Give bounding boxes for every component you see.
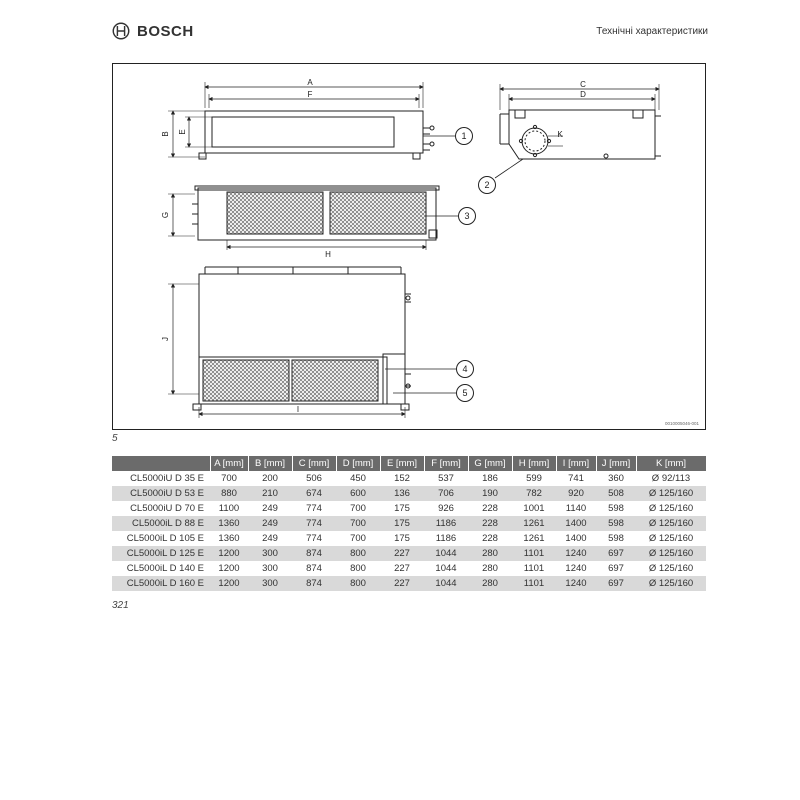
dim-label-i: I [296, 405, 300, 414]
dimension-cell: 175 [380, 501, 424, 516]
dimension-cell: 228 [468, 516, 512, 531]
dimension-cell: 697 [596, 561, 636, 576]
dimension-cell: 1400 [556, 531, 596, 546]
bosch-armature-icon [112, 22, 130, 40]
table-row [112, 501, 706, 516]
dimension-cell: 874 [292, 546, 336, 561]
model-name-cell: CL5000iU D 35 E [112, 471, 210, 486]
dimension-cell: 926 [424, 501, 468, 516]
section-title: Технічні характеристики [596, 26, 708, 37]
model-name-cell: CL5000iL D 125 E [112, 546, 210, 561]
dimension-cell: 506 [292, 471, 336, 486]
dimension-cell: 880 [210, 486, 248, 501]
header-cell: J [mm] [596, 456, 636, 471]
dimension-cell: Ø 125/160 [636, 561, 706, 576]
callout-5: 5 [462, 388, 468, 398]
callout-1: 1 [461, 131, 467, 141]
header-cell: A [mm] [210, 456, 248, 471]
dimension-cell: 1101 [512, 546, 556, 561]
table-row [112, 576, 706, 591]
dimension-cell: 700 [336, 531, 380, 546]
dimension-cell: 537 [424, 471, 468, 486]
dimension-cell: 774 [292, 501, 336, 516]
dimension-cell: 228 [468, 501, 512, 516]
header-cell: E [mm] [380, 456, 424, 471]
dimension-cell: 280 [468, 561, 512, 576]
table-row [112, 486, 706, 501]
dimension-cell: 300 [248, 546, 292, 561]
dimension-cell: 1240 [556, 546, 596, 561]
table-row [112, 516, 706, 531]
dimension-cell: 210 [248, 486, 292, 501]
dim-label-k: K [557, 130, 563, 139]
dimension-cell: 598 [596, 516, 636, 531]
header-cell [112, 456, 210, 471]
dimension-cell: 700 [336, 516, 380, 531]
dim-label-f: F [307, 90, 313, 99]
dimension-cell: 697 [596, 576, 636, 591]
dimension-cell: 1240 [556, 561, 596, 576]
dimension-cell: 1140 [556, 501, 596, 516]
dimension-cell: 200 [248, 471, 292, 486]
dimension-cell: 920 [556, 486, 596, 501]
dimension-cell: 227 [380, 576, 424, 591]
dimension-cell: 508 [596, 486, 636, 501]
dimension-cell: 800 [336, 576, 380, 591]
dimension-cell: 874 [292, 576, 336, 591]
dim-label-e: E [178, 129, 187, 135]
dimension-cell: Ø 125/160 [636, 486, 706, 501]
dimension-drawing-svg [113, 64, 707, 431]
dimension-cell: 598 [596, 501, 636, 516]
dim-label-a: A [307, 78, 313, 87]
brand-name: BOSCH [137, 22, 194, 40]
dimension-cell: 152 [380, 471, 424, 486]
bottom-view [168, 186, 439, 250]
dimension-cell: Ø 125/160 [636, 531, 706, 546]
dimension-cell: 300 [248, 576, 292, 591]
dimension-cell: Ø 92/113 [636, 471, 706, 486]
front-view [168, 82, 434, 159]
table-row [112, 546, 706, 561]
dimension-cell: 1200 [210, 546, 248, 561]
header-cell: D [mm] [336, 456, 380, 471]
dimension-cell: 1101 [512, 576, 556, 591]
table-row [112, 471, 706, 486]
dimension-cell: 599 [512, 471, 556, 486]
dimension-cell: 706 [424, 486, 468, 501]
model-name-cell: CL5000iU D 53 E [112, 486, 210, 501]
page-header [112, 20, 708, 46]
dimension-cell: 249 [248, 501, 292, 516]
dimension-cell: 1044 [424, 576, 468, 591]
dimension-cell: 800 [336, 561, 380, 576]
model-name-cell: CL5000iL D 140 E [112, 561, 210, 576]
model-name-cell: CL5000iL D 160 E [112, 576, 210, 591]
dimension-cell: 800 [336, 546, 380, 561]
dimension-cell: Ø 125/160 [636, 501, 706, 516]
header-cell: H [mm] [512, 456, 556, 471]
dimension-cell: 600 [336, 486, 380, 501]
table-header-row [112, 456, 706, 471]
dimension-cell: 227 [380, 546, 424, 561]
dimension-cell: 1261 [512, 531, 556, 546]
dimension-cell: 1100 [210, 501, 248, 516]
dimension-cell: 674 [292, 486, 336, 501]
header-cell: G [mm] [468, 456, 512, 471]
dimension-cell: 741 [556, 471, 596, 486]
dim-label-h: H [325, 250, 331, 259]
dimension-cell: 249 [248, 516, 292, 531]
dimension-cell: 1360 [210, 516, 248, 531]
dimension-cell: Ø 125/160 [636, 516, 706, 531]
model-name-cell: CL5000iU D 70 E [112, 501, 210, 516]
dimension-cell: 136 [380, 486, 424, 501]
dimension-cell: 228 [468, 531, 512, 546]
header-cell: F [mm] [424, 456, 468, 471]
dim-label-c: C [580, 80, 586, 89]
callout-4: 4 [462, 364, 468, 374]
dimension-cell: 774 [292, 516, 336, 531]
dimension-cell: 1200 [210, 576, 248, 591]
dimension-cell: 774 [292, 531, 336, 546]
dimension-cell: 1001 [512, 501, 556, 516]
dimension-cell: 227 [380, 561, 424, 576]
dimension-cell: 598 [596, 531, 636, 546]
dimension-cell: 700 [336, 501, 380, 516]
dimension-cell: 1044 [424, 561, 468, 576]
dimension-cell: 186 [468, 471, 512, 486]
dimension-cell: 360 [596, 471, 636, 486]
model-name-cell: CL5000iL D 105 E [112, 531, 210, 546]
dimension-cell: Ø 125/160 [636, 546, 706, 561]
dimension-cell: 280 [468, 546, 512, 561]
table-body [112, 471, 706, 591]
dimension-cell: Ø 125/160 [636, 576, 706, 591]
dimensions-table [112, 456, 707, 591]
table-row [112, 531, 706, 546]
dimension-cell: 249 [248, 531, 292, 546]
callout-3: 3 [464, 211, 470, 221]
dimension-cell: 782 [512, 486, 556, 501]
dimension-cell: 700 [210, 471, 248, 486]
brand-logo [112, 22, 194, 40]
dimension-cell: 1400 [556, 516, 596, 531]
header-cell: B [mm] [248, 456, 292, 471]
model-name-cell: CL5000iL D 88 E [112, 516, 210, 531]
dimension-cell: 1101 [512, 561, 556, 576]
dimension-cell: 1044 [424, 546, 468, 561]
dimension-cell: 190 [468, 486, 512, 501]
header-cell: I [mm] [556, 456, 596, 471]
dimension-cell: 1186 [424, 531, 468, 546]
dimension-cell: 874 [292, 561, 336, 576]
dimension-cell: 1240 [556, 576, 596, 591]
dimension-cell: 280 [468, 576, 512, 591]
top-view [168, 267, 411, 418]
dim-label-b: B [161, 131, 170, 137]
table-number: 321 [112, 600, 129, 611]
dimension-cell: 450 [336, 471, 380, 486]
dimension-cell: 1186 [424, 516, 468, 531]
figure-number: 5 [112, 433, 118, 444]
dim-label-d: D [580, 90, 586, 99]
dimension-cell: 1261 [512, 516, 556, 531]
dim-label-j: J [161, 337, 170, 341]
dimension-cell: 697 [596, 546, 636, 561]
dimension-cell: 1360 [210, 531, 248, 546]
dimension-cell: 175 [380, 531, 424, 546]
dimension-cell: 300 [248, 561, 292, 576]
callout-2: 2 [484, 180, 490, 190]
image-code: 0010005046-001 [664, 421, 699, 426]
dim-label-g: G [161, 211, 170, 219]
dimension-drawing [112, 63, 706, 430]
dimension-cell: 175 [380, 516, 424, 531]
header-cell: C [mm] [292, 456, 336, 471]
header-cell: K [mm] [636, 456, 706, 471]
dimension-cell: 1200 [210, 561, 248, 576]
table-row [112, 561, 706, 576]
